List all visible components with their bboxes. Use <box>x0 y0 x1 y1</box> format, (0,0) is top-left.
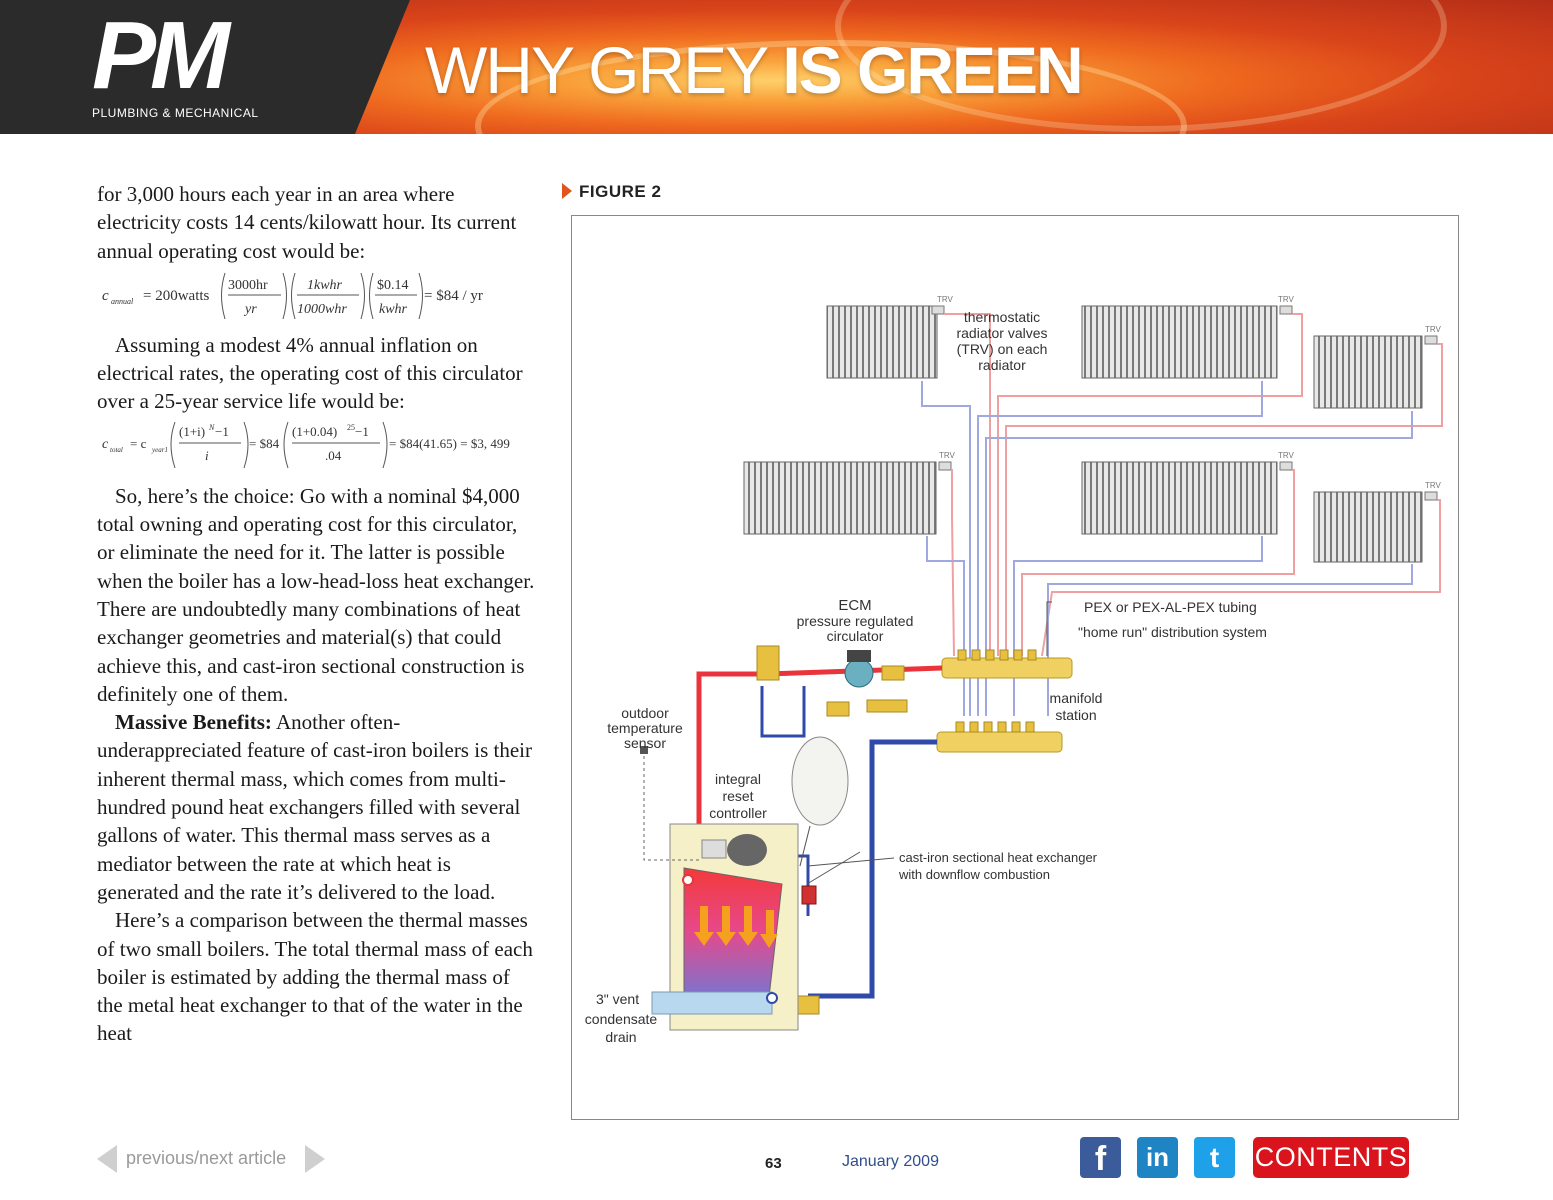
controller-label: integral <box>715 771 761 787</box>
previous-arrow-icon[interactable] <box>97 1145 117 1173</box>
sensor-label: outdoor <box>621 705 669 721</box>
eq-frac-den: 1000whr <box>297 301 347 317</box>
subhead: Massive Benefits: <box>115 710 272 735</box>
eq-lhs: c <box>102 287 109 304</box>
eq-frac-num: $0.14 <box>377 277 409 293</box>
sensor-label: temperature <box>607 720 683 736</box>
magazine-logo[interactable]: PM <box>92 2 224 109</box>
facebook-glyph: f <box>1094 1140 1107 1178</box>
title-light: WHY GREY <box>425 33 783 107</box>
boiler-drain-valve <box>797 996 819 1014</box>
ecm-label: ECM <box>838 597 872 614</box>
trv-label: TRV <box>1425 325 1441 334</box>
paragraph: So, here’s the choice: Go with a nominal $4,000 total owning and operating cost for this circulator, or eliminate the need for it. The latter is possible when the boiler has a low-head-loss heat exchanger. There are undoubtedly many combinations of heat exchanger geometries and material(s) that could achieve this, and cast-iron sectional construction is definitely one of them. <box>97 483 535 706</box>
valve <box>867 700 907 712</box>
contents-button[interactable]: CONTENTS <box>1253 1137 1409 1178</box>
eq-frac-num-tail: −1 <box>215 423 229 439</box>
trv-label: TRV <box>937 295 953 304</box>
return-manifold <box>937 732 1062 752</box>
nav-label[interactable]: previous/next article <box>126 1148 287 1168</box>
paragraph: for 3,000 hours each year in an area where electricity costs 14 cents/kilowatt hour. Its current annual operating cost would be: <box>97 182 517 263</box>
eq-frac-num: 1kwhr <box>307 277 342 293</box>
trv-valve <box>1425 336 1437 344</box>
figure-2-diagram <box>571 215 1459 1120</box>
eq-frac-den: i <box>205 447 209 463</box>
page-number: 63 <box>765 1155 782 1172</box>
ecm-label: circulator <box>826 628 884 644</box>
radiator <box>827 306 937 378</box>
linkedin-glyph: in <box>1145 1142 1170 1172</box>
eq-term-sub: year1 <box>152 445 168 454</box>
eq-exp: 25 <box>347 422 355 432</box>
eq-exp: N <box>209 422 215 432</box>
next-arrow-icon[interactable] <box>305 1145 325 1173</box>
relief-valve <box>802 886 816 904</box>
eq-frac-den: yr <box>245 301 257 317</box>
article-body <box>97 180 537 1048</box>
twitter-glyph: t <box>1209 1142 1220 1173</box>
trv-note: radiator <box>978 357 1026 373</box>
trv-label: TRV <box>1278 451 1294 460</box>
trv-note: thermostatic <box>963 309 1041 325</box>
equation-total-cost <box>97 418 537 474</box>
check-valve <box>882 666 904 680</box>
eq-term: = 200watts <box>143 287 210 304</box>
drain-label: condensate <box>584 1011 658 1027</box>
trv-valve <box>1280 462 1292 470</box>
radiator <box>1082 306 1277 378</box>
eq-frac-num-tail: −1 <box>355 423 369 439</box>
twitter-icon[interactable] <box>1194 1137 1235 1178</box>
expansion-tank <box>792 737 848 825</box>
linkedin-icon[interactable] <box>1137 1137 1178 1178</box>
paragraph: Assuming a modest 4% annual inflation on electrical rates, the operating cost of this circulator over a 25-year service life would be: <box>97 332 523 414</box>
issue-date: January 2009 <box>842 1153 939 1170</box>
trv-valve <box>1425 492 1437 500</box>
arrow-icon <box>562 183 572 199</box>
eq-frac-den: kwhr <box>379 301 407 317</box>
controller-label: reset <box>722 788 754 804</box>
ecm-circulator <box>845 659 873 687</box>
heat-exchanger-label: cast-iron sectional heat exchanger <box>899 850 1098 865</box>
eq-mid: = $84 <box>249 435 280 451</box>
title-bold: IS GREEN <box>782 33 1082 107</box>
reset-controller <box>702 840 726 858</box>
supply-manifold <box>942 658 1072 678</box>
figure-label <box>562 182 661 202</box>
vent-label: 3" vent <box>596 991 640 1007</box>
paragraph-text: Another often-underappreciated feature of cast-iron boilers is their inherent thermal mass, which comes from multi-hundred pound heat exchangers filled with several gallons of water. This thermal mass serves as a mediator between the rate at which heat is generated and the rate it’s delivered to the load. <box>97 710 532 904</box>
article-title <box>425 32 1082 108</box>
eq-term: = c <box>130 435 147 451</box>
radiator <box>744 462 936 534</box>
trv-valve <box>939 462 951 470</box>
eq-result: = $84 / yr <box>424 287 483 304</box>
eq-frac-num: (1+0.04) <box>292 423 338 439</box>
circulator-motor <box>847 650 871 662</box>
paragraph <box>97 708 537 906</box>
trv-valve <box>1280 306 1292 314</box>
burner-fan <box>727 834 767 866</box>
eq-lhs: c <box>102 436 109 452</box>
pex-label: PEX or PEX-AL-PEX tubing <box>1084 599 1257 615</box>
trv-label: TRV <box>1278 295 1294 304</box>
manifold-label: manifold <box>1049 690 1103 706</box>
paragraph: Here’s a comparison between the thermal masses of two small boilers. The total thermal mass of each boiler is estimated by adding the thermal mass of the metal heat exchanger to that of the water in the heat <box>97 908 533 1046</box>
valve <box>827 702 849 716</box>
trv-valve <box>932 306 944 314</box>
masthead <box>0 0 1553 134</box>
radiator <box>1314 492 1422 562</box>
condensate-collector <box>652 992 772 1014</box>
trv-label: TRV <box>1425 481 1441 490</box>
trv-note: (TRV) on each <box>956 341 1048 357</box>
radiator <box>1082 462 1277 534</box>
eq-lhs-sub: total <box>110 445 123 454</box>
radiator <box>1314 336 1422 408</box>
drain-label: drain <box>605 1029 637 1045</box>
sensor-label: sensor <box>623 735 667 751</box>
heat-exchanger-label: with downflow combustion <box>899 867 1051 882</box>
trv-note: radiator valves <box>956 325 1048 341</box>
pex-label: "home run" distribution system <box>1078 624 1267 640</box>
figure-label-text: FIGURE 2 <box>579 182 662 201</box>
manifold-label: station <box>1055 707 1097 723</box>
air-separator <box>757 646 779 680</box>
equation-annual-cost <box>97 267 537 323</box>
eq-result: = $84(41.65) = $3, 499 <box>389 435 510 451</box>
facebook-icon[interactable] <box>1080 1137 1121 1178</box>
eq-frac-num: 3000hr <box>228 277 268 293</box>
controller-label: controller <box>709 805 767 821</box>
eq-frac-den: .04 <box>325 447 342 463</box>
trv-label: TRV <box>939 451 955 460</box>
logo-subtitle: PLUMBING & MECHANICAL <box>92 106 259 120</box>
ecm-label: pressure regulated <box>796 613 914 629</box>
eq-lhs-sub: annual <box>111 296 134 306</box>
eq-frac-num: (1+i) <box>179 423 206 439</box>
